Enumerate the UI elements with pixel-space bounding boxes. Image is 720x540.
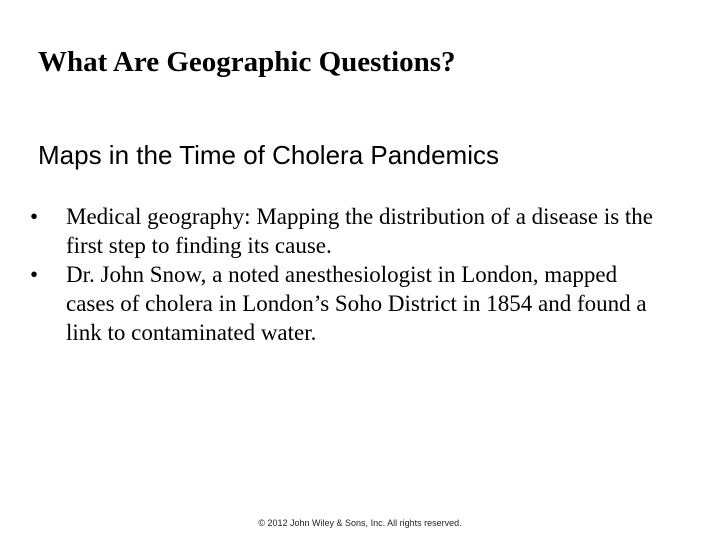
bullet-item: • Dr. John Snow, a noted anesthesiologist in London, mapped cases of cholera in London’s Soho District in 1854 and found a link to contaminated water. [30, 260, 670, 347]
bullet-item: • Medical geography: Mapping the distribution of a disease is the first step to finding its cause. [30, 202, 670, 260]
slide-title: What Are Geographic Questions? [38, 46, 456, 78]
copyright-footer: © 2012 John Wiley & Sons, Inc. All rights reserved. [258, 518, 462, 528]
slide-subtitle: Maps in the Time of Cholera Pandemics [38, 140, 499, 170]
bullet-list [30, 202, 670, 347]
